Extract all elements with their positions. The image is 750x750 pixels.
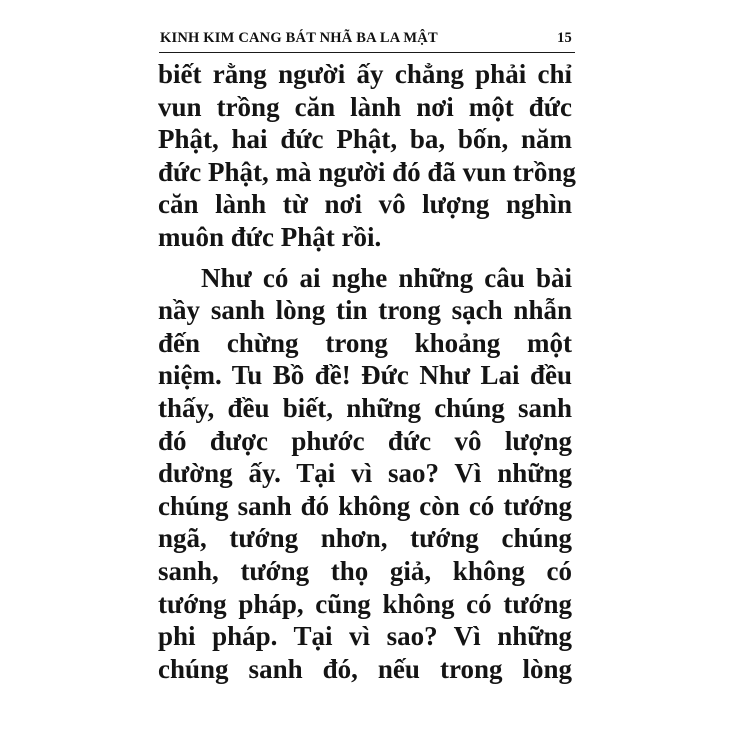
text-line: sanh, tướng thọ giả, không có [158,555,572,586]
paragraph [158,58,576,254]
book-title: KINH KIM CANG BÁT NHÃ BA LA MẬT [160,30,438,46]
text-line: chúng sanh đó, nếu trong lòng [158,653,572,684]
text-line: căn lành từ nơi vô lượng nghìn [158,189,572,220]
page-number: 15 [557,30,572,46]
text-line: vun trồng căn lành nơi một đức [158,91,572,122]
text-line: niệm. Tu Bồ đề! Đức Như Lai đều [158,360,572,391]
text-line: Như có ai nghe những câu bài [201,262,572,293]
text-line: muôn đức Phật rồi. [158,221,382,252]
paragraph-gap [158,254,572,262]
text-line: đó được phước đức vô lượng [158,425,572,456]
text-line: Phật, hai đức Phật, ba, bốn, năm [158,124,572,155]
text-line: đức Phật, mà người đó đã vun trồng [158,156,576,187]
text-line: tướng pháp, cũng không có tướng [158,588,572,619]
text-line: dường ấy. Tại vì sao? Vì những [158,458,572,489]
header-rule [159,52,575,53]
running-header [160,30,574,52]
text-line: đến chừng trong khoảng một [158,327,572,358]
text-line: chúng sanh đó không còn có tướng [158,490,572,521]
text-line: nầy sanh lòng tin trong sạch nhẫn [158,295,572,326]
paragraph [158,262,572,686]
text-line: ngã, tướng nhơn, tướng chúng [158,523,572,554]
text-line: phi pháp. Tại vì sao? Vì những [158,621,572,652]
text-line: thấy, đều biết, những chúng sanh [158,392,572,423]
text-line: biết rằng người ấy chẳng phải chỉ [158,59,572,89]
body-text [158,58,576,685]
